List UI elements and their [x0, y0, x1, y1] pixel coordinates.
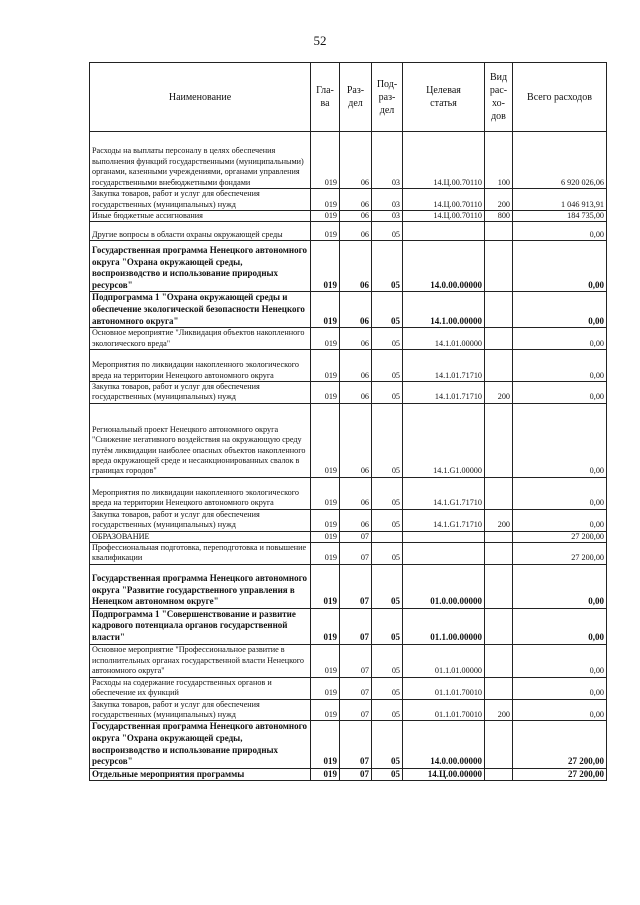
header-expense-type: Вид рас- хо- дов [485, 63, 513, 132]
row-total: 0,00 [513, 241, 607, 292]
row-name: Государственная программа Ненецкого автономного округа "Охрана окружающей среды, воспроизводство и использование природных ресурсов" [90, 241, 311, 292]
row-razdel: 06 [340, 189, 372, 211]
row-podrazdel: 05 [372, 677, 403, 699]
table-row [90, 350, 607, 382]
header-razdel: Раз- дел [340, 63, 372, 132]
table-row [90, 222, 607, 241]
row-target: 14.1.01.00000 [403, 328, 485, 350]
row-podrazdel: 03 [372, 132, 403, 189]
row-target: 14.Ц.00.00000 [403, 768, 485, 781]
row-expense-type: 100 [485, 132, 513, 189]
row-name: Закупка товаров, работ и услуг для обеспечения государственных (муниципальных) нужд [90, 382, 311, 404]
row-podrazdel: 05 [372, 644, 403, 677]
table-row [90, 403, 607, 477]
row-total: 0,00 [513, 564, 607, 608]
row-glava: 019 [311, 477, 340, 509]
row-expense-type: 200 [485, 382, 513, 404]
row-expense-type [485, 222, 513, 241]
row-podrazdel: 05 [372, 509, 403, 531]
row-total: 0,00 [513, 509, 607, 531]
row-name: Государственная программа Ненецкого автономного округа "Развитие государственного управления в Ненецком автономном округе" [90, 564, 311, 608]
row-glava: 019 [311, 608, 340, 644]
row-target: 14.Ц.00.70110 [403, 211, 485, 222]
row-total: 27 200,00 [513, 721, 607, 768]
table-row [90, 189, 607, 211]
row-target: 14.Ц.00.70110 [403, 132, 485, 189]
row-expense-type [485, 531, 513, 542]
row-expense-type: 800 [485, 211, 513, 222]
row-total: 0,00 [513, 644, 607, 677]
row-podrazdel: 05 [372, 328, 403, 350]
row-expense-type [485, 644, 513, 677]
table-row [90, 564, 607, 608]
row-target: 14.1.G1.71710 [403, 509, 485, 531]
row-expense-type [485, 477, 513, 509]
row-podrazdel: 05 [372, 543, 403, 565]
row-glava: 019 [311, 211, 340, 222]
row-expense-type [485, 677, 513, 699]
page-number: 52 [313, 33, 327, 48]
row-target: 01.1.01.70010 [403, 677, 485, 699]
row-target [403, 531, 485, 542]
row-name: Расходы на содержание государственных органов и обеспечение их функций [90, 677, 311, 699]
row-expense-type [485, 543, 513, 565]
row-podrazdel: 05 [372, 222, 403, 241]
row-podrazdel: 05 [372, 477, 403, 509]
row-name: Мероприятия по ликвидации накопленного экологического вреда на территории Ненецкого автономного округа [90, 477, 311, 509]
row-target [403, 222, 485, 241]
row-razdel: 07 [340, 721, 372, 768]
row-expense-type [485, 241, 513, 292]
row-razdel: 06 [340, 292, 372, 328]
row-expense-type: 200 [485, 699, 513, 721]
row-name: Мероприятия по ликвидации накопленного экологического вреда на территории Ненецкого автономного округа [90, 350, 311, 382]
row-total: 0,00 [513, 608, 607, 644]
table-header-row [90, 63, 607, 132]
row-podrazdel: 05 [372, 699, 403, 721]
row-name: Основное мероприятие "Ликвидация объектов накопленного экологического вреда" [90, 328, 311, 350]
row-target: 14.0.00.00000 [403, 721, 485, 768]
row-podrazdel: 03 [372, 211, 403, 222]
row-total: 0,00 [513, 328, 607, 350]
row-target: 14.1.G1.00000 [403, 403, 485, 477]
row-podrazdel: 05 [372, 350, 403, 382]
row-name: Отдельные мероприятия программы [90, 768, 311, 781]
row-target: 14.1.01.71710 [403, 382, 485, 404]
row-razdel: 07 [340, 564, 372, 608]
row-name: Другие вопросы в области охраны окружающей среды [90, 222, 311, 241]
row-target: 14.1.00.00000 [403, 292, 485, 328]
row-glava: 019 [311, 543, 340, 565]
table-row [90, 328, 607, 350]
row-target: 14.1.01.71710 [403, 350, 485, 382]
row-razdel: 06 [340, 222, 372, 241]
row-razdel: 06 [340, 328, 372, 350]
row-glava: 019 [311, 644, 340, 677]
row-podrazdel: 05 [372, 608, 403, 644]
row-razdel: 07 [340, 768, 372, 781]
table-row [90, 543, 607, 565]
row-glava: 019 [311, 768, 340, 781]
row-razdel: 06 [340, 211, 372, 222]
row-target: 01.0.00.00000 [403, 564, 485, 608]
row-glava: 019 [311, 292, 340, 328]
row-glava: 019 [311, 132, 340, 189]
table-row [90, 768, 607, 781]
row-total: 184 735,00 [513, 211, 607, 222]
row-razdel: 07 [340, 543, 372, 565]
row-glava: 019 [311, 699, 340, 721]
table-row [90, 211, 607, 222]
table-row [90, 509, 607, 531]
row-total: 0,00 [513, 350, 607, 382]
row-razdel: 07 [340, 677, 372, 699]
row-glava: 019 [311, 509, 340, 531]
table-row [90, 677, 607, 699]
row-expense-type: 200 [485, 189, 513, 211]
row-total: 0,00 [513, 292, 607, 328]
row-name: Закупка товаров, работ и услуг для обеспечения государственных (муниципальных) нужд [90, 509, 311, 531]
row-name: Закупка товаров, работ и услуг для обеспечения государственных (муниципальных) нужд [90, 189, 311, 211]
row-podrazdel: 05 [372, 403, 403, 477]
row-razdel: 06 [340, 350, 372, 382]
row-glava: 019 [311, 382, 340, 404]
row-name: Региональный проект Ненецкого автономного округа "Снижение негативного воздействия на окружающую среду путём ликвидации наиболее опасных объектов накопленного вреда окружающей среде и несанкционированных свалок в границах городов" [90, 403, 311, 477]
row-total: 0,00 [513, 222, 607, 241]
row-podrazdel: 05 [372, 292, 403, 328]
row-total: 0,00 [513, 403, 607, 477]
row-name: Иные бюджетные ассигнования [90, 211, 311, 222]
row-target: 01.1.00.00000 [403, 608, 485, 644]
row-glava: 019 [311, 721, 340, 768]
row-name: Расходы на выплаты персоналу в целях обеспечения выполнения функций государственными (муниципальными) органами, казенными учреждениями, органами управления государственными внебюджетными фондами [90, 132, 311, 189]
row-target: 01.1.01.00000 [403, 644, 485, 677]
row-target: 01.1.01.70010 [403, 699, 485, 721]
table-row [90, 292, 607, 328]
row-razdel: 06 [340, 241, 372, 292]
table-row [90, 531, 607, 542]
row-glava: 019 [311, 350, 340, 382]
table-row [90, 241, 607, 292]
row-razdel: 06 [340, 477, 372, 509]
row-total: 0,00 [513, 382, 607, 404]
row-razdel: 07 [340, 699, 372, 721]
row-total: 1 046 913,91 [513, 189, 607, 211]
row-razdel: 06 [340, 403, 372, 477]
row-glava: 019 [311, 531, 340, 542]
row-name: Подпрограмма 1 "Охрана окружающей среды и обеспечение экологической безопасности Ненецкого автономного округа" [90, 292, 311, 328]
header-target: Целевая статья [403, 63, 485, 132]
row-expense-type [485, 292, 513, 328]
header-total: Всего расходов [513, 63, 607, 132]
row-target: 14.1.G1.71710 [403, 477, 485, 509]
row-target: 14.Ц.00.70110 [403, 189, 485, 211]
row-expense-type [485, 328, 513, 350]
row-total: 6 920 026,06 [513, 132, 607, 189]
row-expense-type [485, 608, 513, 644]
row-podrazdel: 05 [372, 241, 403, 292]
row-podrazdel: 03 [372, 189, 403, 211]
table-row [90, 477, 607, 509]
row-expense-type: 200 [485, 509, 513, 531]
row-expense-type [485, 721, 513, 768]
table-row [90, 644, 607, 677]
row-expense-type [485, 564, 513, 608]
row-razdel: 07 [340, 531, 372, 542]
header-glava: Гла- ва [311, 63, 340, 132]
row-razdel: 06 [340, 382, 372, 404]
row-expense-type [485, 403, 513, 477]
row-glava: 019 [311, 564, 340, 608]
row-total: 27 200,00 [513, 543, 607, 565]
row-name: ОБРАЗОВАНИЕ [90, 531, 311, 542]
row-podrazdel: 05 [372, 721, 403, 768]
row-razdel: 07 [340, 608, 372, 644]
row-total: 27 200,00 [513, 531, 607, 542]
row-expense-type [485, 350, 513, 382]
row-total: 27 200,00 [513, 768, 607, 781]
row-glava: 019 [311, 241, 340, 292]
header-podrazdel: Под- раз- дел [372, 63, 403, 132]
row-glava: 019 [311, 677, 340, 699]
row-podrazdel: 05 [372, 564, 403, 608]
table-row [90, 382, 607, 404]
table-row [90, 132, 607, 189]
header-name: Наименование [90, 63, 311, 132]
row-name: Закупка товаров, работ и услуг для обеспечения государственных (муниципальных) нужд [90, 699, 311, 721]
row-razdel: 06 [340, 509, 372, 531]
row-name: Профессиональная подготовка, переподготовка и повышение квалификации [90, 543, 311, 565]
row-podrazdel: 05 [372, 768, 403, 781]
row-total: 0,00 [513, 699, 607, 721]
table-row [90, 608, 607, 644]
row-podrazdel: 05 [372, 382, 403, 404]
row-podrazdel [372, 531, 403, 542]
row-razdel: 07 [340, 644, 372, 677]
budget-table [89, 62, 607, 781]
row-total: 0,00 [513, 677, 607, 699]
row-name: Государственная программа Ненецкого автономного округа "Охрана окружающей среды, воспроизводство и использование природных ресурсов" [90, 721, 311, 768]
row-glava: 019 [311, 328, 340, 350]
row-glava: 019 [311, 403, 340, 477]
row-name: Основное мероприятие "Профессиональное развитие в исполнительных органах государственной власти Ненецкого автономного округа" [90, 644, 311, 677]
row-glava: 019 [311, 189, 340, 211]
row-razdel: 06 [340, 132, 372, 189]
table-row [90, 721, 607, 768]
row-expense-type [485, 768, 513, 781]
row-total: 0,00 [513, 477, 607, 509]
row-glava: 019 [311, 222, 340, 241]
row-target [403, 543, 485, 565]
row-name: Подпрограмма 1 "Совершенствование и развитие кадрового потенциала органов государственной власти" [90, 608, 311, 644]
table-row [90, 699, 607, 721]
row-target: 14.0.00.00000 [403, 241, 485, 292]
